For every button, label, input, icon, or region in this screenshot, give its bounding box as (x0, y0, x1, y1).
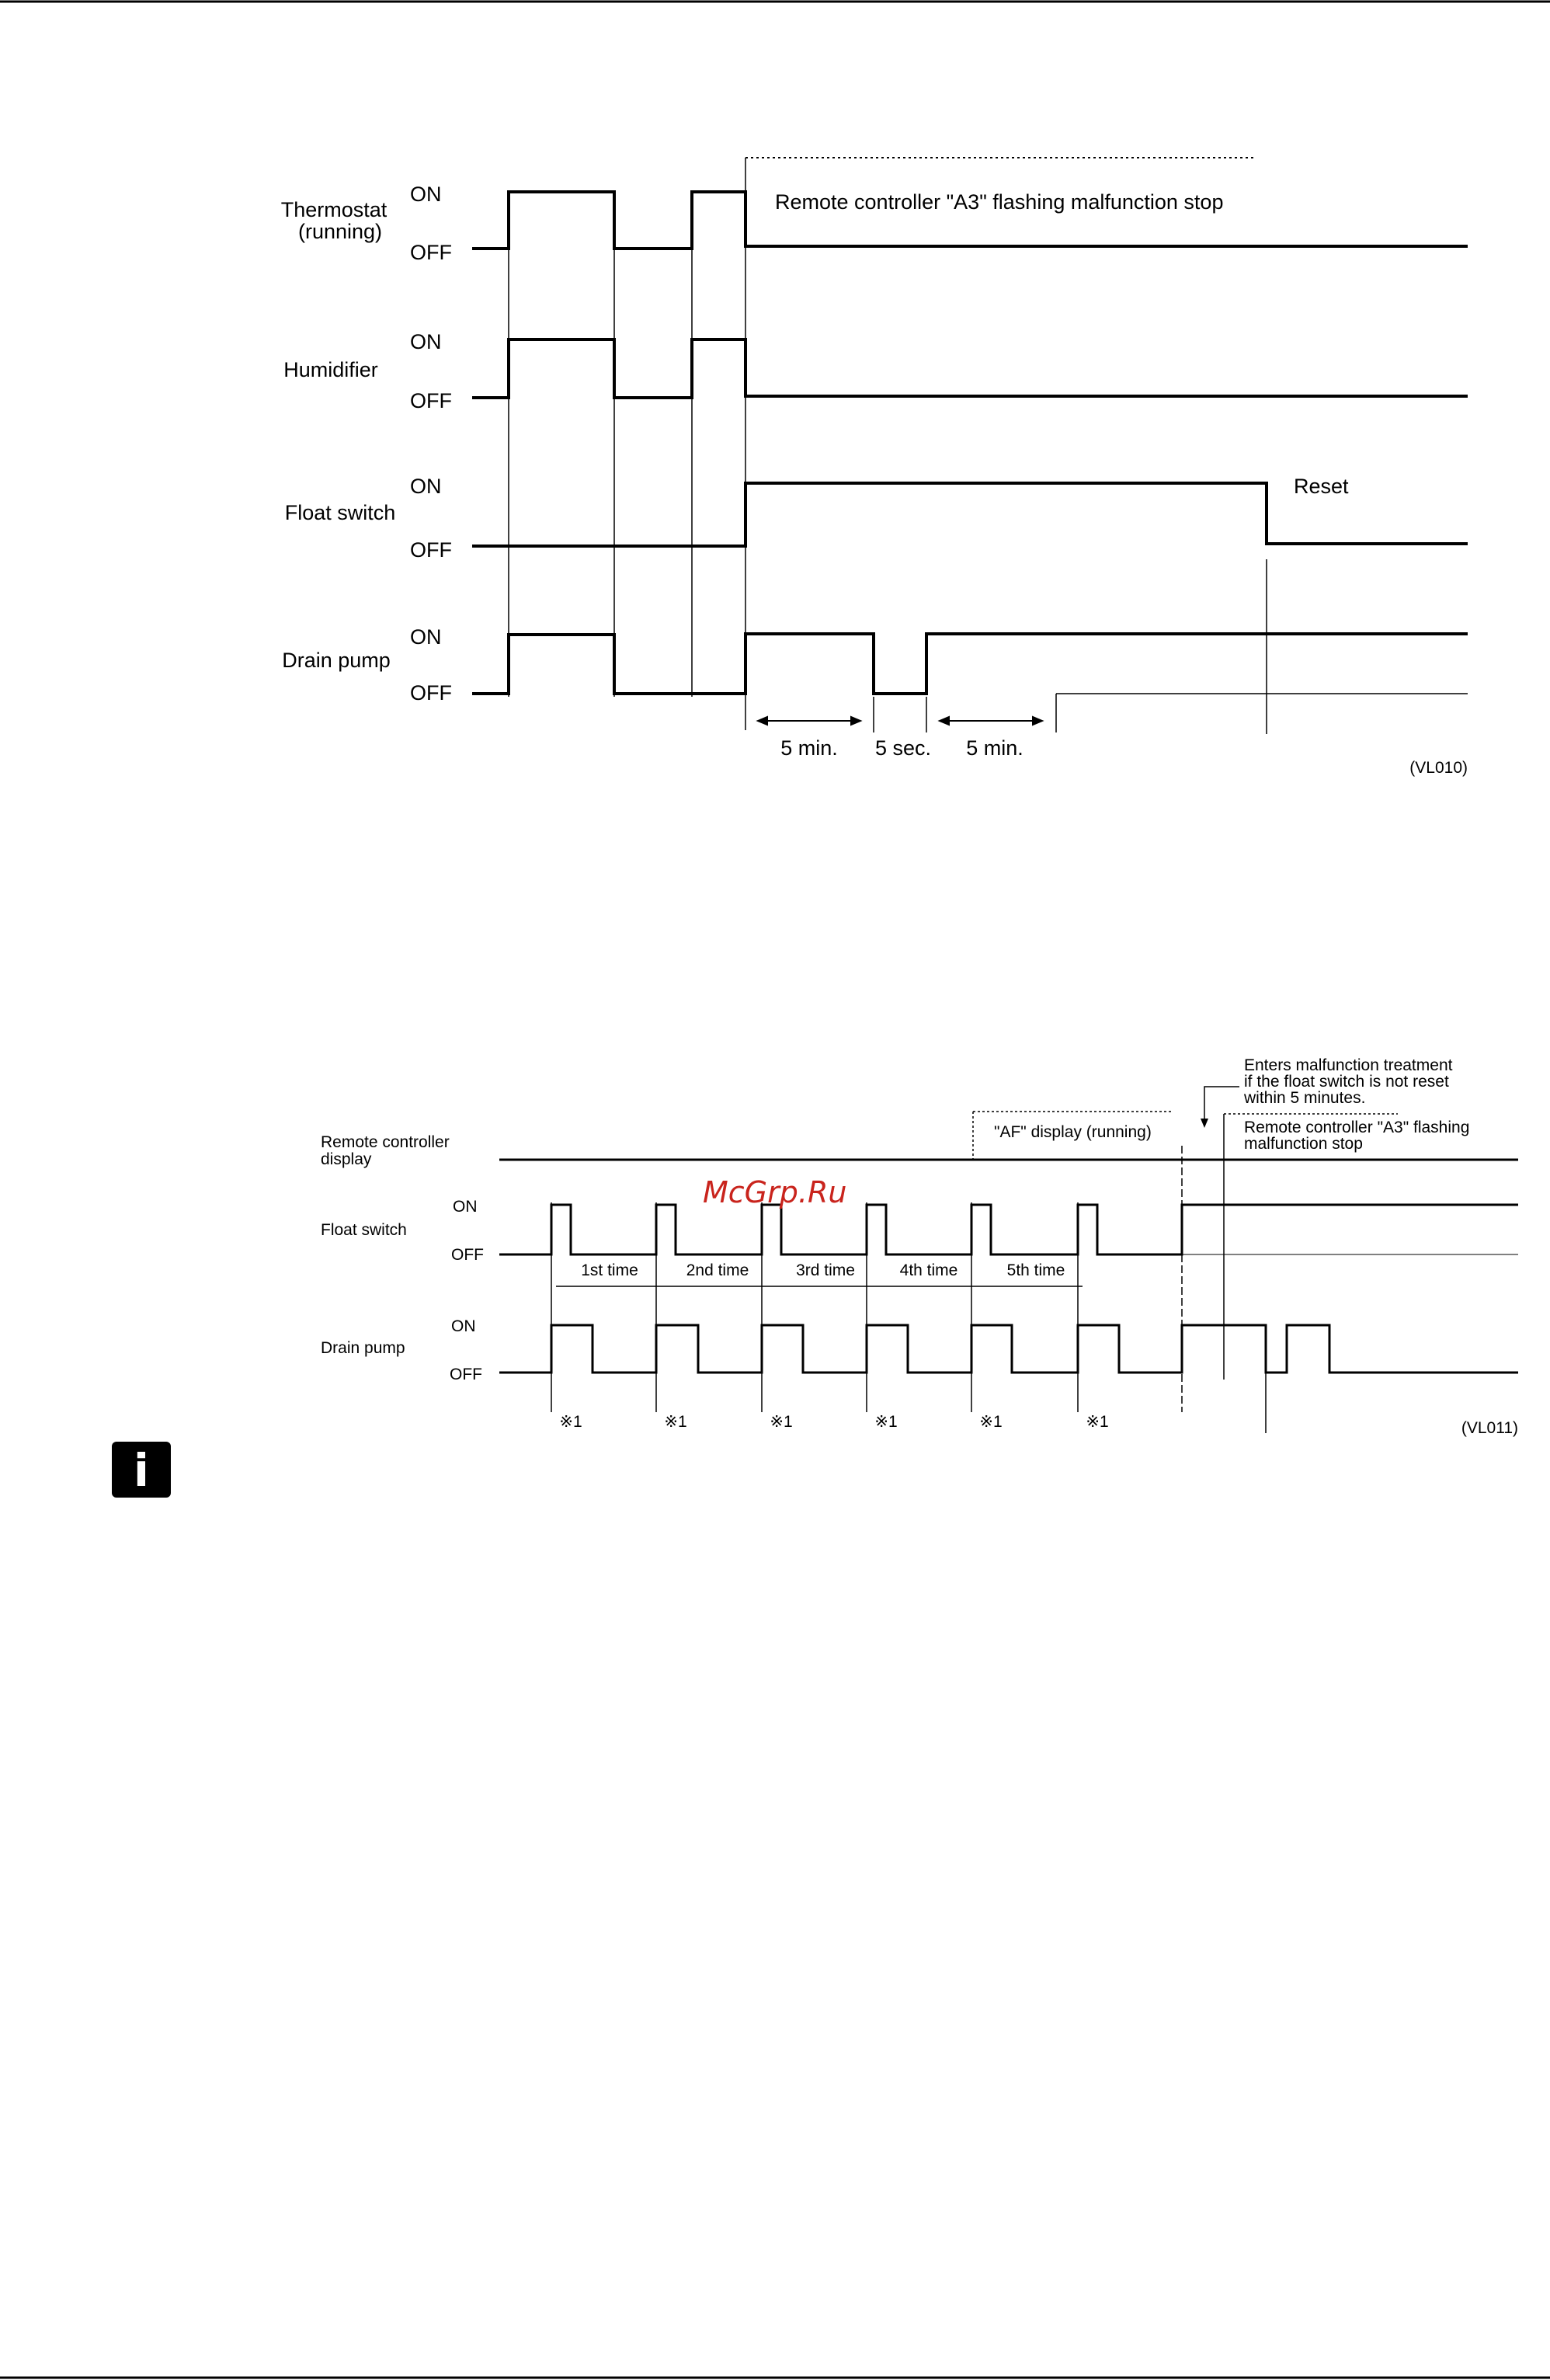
info-icon-glyph: i (134, 1444, 149, 1497)
thermostat-on-label: ON (410, 183, 442, 206)
thermostat-sublabel: (running) (297, 220, 383, 243)
float2-on-label: ON (453, 1198, 478, 1216)
malfunction-leader (1204, 1087, 1239, 1122)
note-mark-2: ※1 (664, 1413, 687, 1431)
pump2-wave (499, 1325, 1518, 1373)
pump2-label: Drain pump (321, 1339, 405, 1357)
a3-annotation: Remote controller "A3" flashing malfunction stop (775, 190, 1224, 214)
malfunction-line-2: if the float switch is not reset (1244, 1073, 1449, 1091)
info-icon (112, 1442, 171, 1498)
time-3: 3rd time (796, 1261, 855, 1279)
humidifier-on-label: ON (410, 330, 442, 353)
note-mark-1: ※1 (559, 1413, 582, 1431)
a3-line-2: malfunction stop (1244, 1135, 1363, 1153)
pump2-on-label: ON (451, 1317, 476, 1335)
note-mark-6: ※1 (1086, 1413, 1109, 1431)
drain-pump-wave (472, 634, 1468, 694)
float2-wave (499, 1205, 1518, 1254)
float-switch-label: Float switch (284, 501, 396, 524)
af-display-label: "AF" display (running) (994, 1123, 1152, 1141)
ref-vl011: (VL011) (1461, 1419, 1518, 1437)
humidifier-off-label: OFF (410, 389, 452, 412)
float2-off-label: OFF (451, 1246, 484, 1264)
time-4: 4th time (899, 1261, 958, 1279)
humidifier-label: Humidifier (283, 358, 378, 381)
thermostat-off-label: OFF (410, 241, 452, 264)
float-switch-on-label: ON (410, 475, 442, 498)
note-mark-5: ※1 (979, 1413, 1003, 1431)
malfunction-line-1: Enters malfunction treatment (1244, 1056, 1453, 1074)
float-switch-off-label: OFF (410, 538, 452, 562)
display-label-2: display (321, 1150, 372, 1168)
reset-label: Reset (1294, 475, 1349, 498)
thermostat-label: Thermostat (280, 198, 388, 221)
diagram-vl011 (321, 1056, 1518, 1437)
time-2: 2nd time (686, 1261, 749, 1279)
time-guides (509, 158, 1267, 734)
watermark: McGrp.Ru (703, 1175, 847, 1209)
a3-line-1: Remote controller "A3" flashing (1244, 1119, 1470, 1136)
interval-5min-1: 5 min. (780, 736, 838, 760)
drain-pump-off-label: OFF (410, 681, 452, 705)
interval-5min-2: 5 min. (966, 736, 1023, 760)
diagram-vl010 (281, 158, 1468, 777)
malfunction-arrow (1201, 1119, 1208, 1128)
note-mark-3: ※1 (770, 1413, 793, 1431)
interval-arrows (758, 717, 1042, 725)
pump2-off-label: OFF (450, 1366, 482, 1383)
interval-5sec: 5 sec. (874, 736, 932, 760)
time-1: 1st time (581, 1261, 638, 1279)
malfunction-line-3: within 5 minutes. (1244, 1089, 1366, 1107)
time-5: 5th time (1006, 1261, 1065, 1279)
note-mark-4: ※1 (874, 1413, 898, 1431)
drain-pump-on-label: ON (410, 625, 442, 649)
humidifier-wave (472, 339, 1468, 398)
float2-label: Float switch (321, 1221, 407, 1239)
ref-vl010: (VL010) (1409, 759, 1468, 777)
drain-pump-label: Drain pump (282, 649, 391, 672)
display-label: Remote controller (321, 1133, 450, 1151)
